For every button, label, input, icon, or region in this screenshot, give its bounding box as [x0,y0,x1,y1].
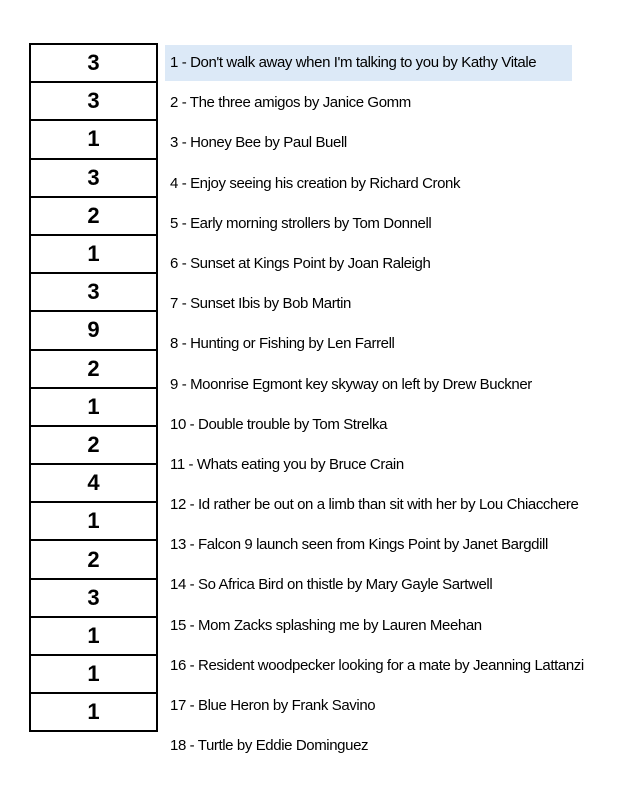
score-cell[interactable]: 3 [30,273,157,311]
score-cell[interactable]: 1 [30,235,157,273]
photo-title-cell[interactable]: 8 - Hunting or Fishing by Len Farrell [170,335,395,353]
table-row [30,464,157,502]
list-item[interactable] [165,688,575,728]
table-row [30,159,157,197]
list-item-selected[interactable] [165,45,575,85]
score-cell[interactable]: 1 [30,120,157,158]
list-item[interactable] [165,648,584,688]
score-cell[interactable]: 1 [30,655,157,693]
list-item[interactable] [165,527,575,567]
photo-title-cell[interactable]: 10 - Double trouble by Tom Strelka [170,415,388,433]
list-item[interactable] [165,447,575,487]
photo-title-cell[interactable]: 13 - Falcon 9 launch seen from Kings Point by Janet Bargdill [170,536,548,554]
photo-title-cell[interactable]: 6 - Sunset at Kings Point by Joan Raleigh [170,254,431,272]
table-row [30,693,157,731]
table-row [30,235,157,273]
list-item[interactable] [165,407,575,447]
photo-title-cell[interactable]: 7 - Sunset Ibis by Bob Martin [170,295,351,313]
photo-title-cell[interactable]: 2 - The three amigos by Janice Gomm [170,94,411,112]
photo-title-cell[interactable]: 11 - Whats eating you by Bruce Crain [170,455,404,473]
score-cell[interactable]: 2 [30,350,157,388]
score-cell[interactable]: 2 [30,540,157,578]
list-item[interactable] [165,286,575,326]
list-item[interactable] [165,567,575,607]
table-row [30,82,157,120]
table-row [30,388,157,426]
photo-title-cell[interactable]: 14 - So Africa Bird on thistle by Mary Gayle Sartwell [170,576,493,594]
list-item[interactable] [165,728,575,768]
list-item[interactable] [165,125,575,165]
table-row [30,350,157,388]
table-row [30,655,157,693]
photo-title-cell[interactable]: 18 - Turtle by Eddie Dominguez [170,737,369,755]
score-cell[interactable]: 3 [30,579,157,617]
list-item[interactable] [165,246,575,286]
photo-title-list [165,45,584,768]
list-item[interactable] [165,608,575,648]
photo-title-cell[interactable]: 9 - Moonrise Egmont key skyway on left by Drew Buckner [170,375,532,393]
score-cell[interactable]: 1 [30,617,157,655]
score-cell[interactable]: 1 [30,502,157,540]
score-cell[interactable]: 2 [30,197,157,235]
photo-title-cell[interactable]: 15 - Mom Zacks splashing me by Lauren Meehan [170,616,482,634]
table-row [30,617,157,655]
table-row [30,311,157,349]
score-cell[interactable]: 1 [30,388,157,426]
list-item[interactable] [165,367,575,407]
score-cell[interactable]: 3 [30,159,157,197]
table-row [30,502,157,540]
list-item[interactable] [165,326,575,366]
score-table-body [30,44,157,731]
table-row [30,44,157,82]
score-cell[interactable]: 9 [30,311,157,349]
score-table [29,43,158,732]
list-item[interactable] [165,487,579,527]
score-cell[interactable]: 3 [30,44,157,82]
photo-title-cell[interactable]: 16 - Resident woodpecker looking for a mate by Jeanning Lattanzi [170,656,584,674]
table-row [30,540,157,578]
photo-title-cell[interactable]: 12 - Id rather be out on a limb than sit with her by Lou Chiacchere [170,496,579,514]
score-cell[interactable]: 2 [30,426,157,464]
list-item[interactable] [165,85,575,125]
table-row [30,197,157,235]
photo-title-cell[interactable]: 17 - Blue Heron by Frank Savino [170,697,376,714]
score-cell[interactable]: 1 [30,693,157,731]
photo-title-cell[interactable]: 1 - Don't walk away when I'm talking to you by Kathy Vitale [165,45,572,81]
table-row [30,120,157,158]
table-row [30,273,157,311]
score-cell[interactable]: 4 [30,464,157,502]
photo-title-cell[interactable]: 5 - Early morning strollers by Tom Donnell [170,214,432,232]
photo-title-cell[interactable]: 3 - Honey Bee by Paul Buell [170,134,347,152]
score-cell[interactable]: 3 [30,82,157,120]
list-item[interactable] [165,206,575,246]
table-row [30,426,157,464]
table-row [30,579,157,617]
photo-title-cell[interactable]: 4 - Enjoy seeing his creation by Richard Cronk [170,174,461,192]
list-item[interactable] [165,166,575,206]
